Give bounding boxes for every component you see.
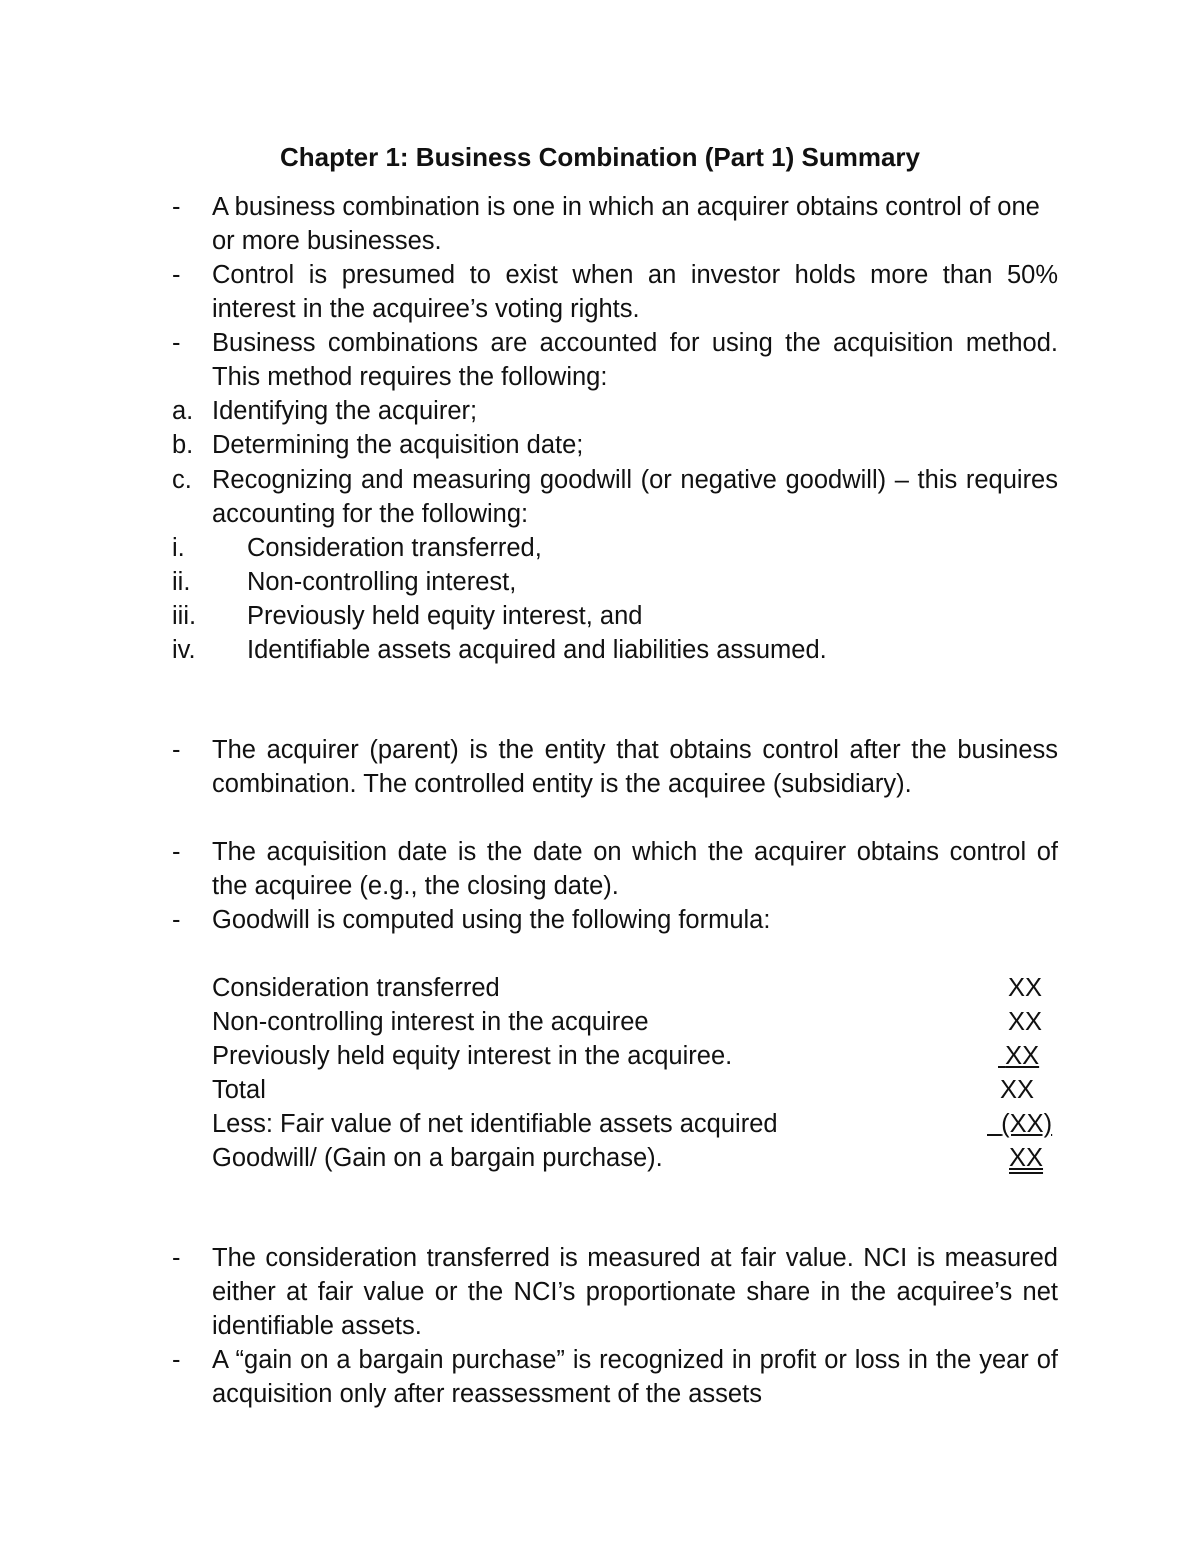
formula-row xyxy=(212,1141,1072,1175)
bullet-text: Business combinations are accounted for using the acquisition method. This method requires the following: xyxy=(212,329,1058,391)
roman-marker: iii. xyxy=(172,602,197,630)
lettered-text: Recognizing and measuring goodwill (or negative goodwill) – this requires accounting for the following: xyxy=(212,466,1058,528)
bullet-text: A “gain on a bargain purchase” is recognized in profit or loss in the year of acquisition only after reassessment of the assets xyxy=(212,1346,1058,1408)
roman-text: Previously held equity interest, and xyxy=(247,602,643,630)
bullet-marker: - xyxy=(172,838,181,866)
bullet-marker: - xyxy=(172,193,181,221)
formula-value-double-underlined: XX xyxy=(1009,1144,1044,1172)
formula-label: Consideration transferred xyxy=(212,974,500,1002)
formula-label: Less: Fair value of net identifiable assets acquired xyxy=(212,1110,778,1138)
bullet-marker: - xyxy=(172,736,181,764)
roman-marker: ii. xyxy=(172,568,191,596)
roman-marker: i. xyxy=(172,534,185,562)
lettered-text: Identifying the acquirer; xyxy=(212,397,478,425)
roman-text: Consideration transferred, xyxy=(247,534,542,562)
formula-label: Goodwill/ (Gain on a bargain purchase). xyxy=(212,1144,663,1172)
lettered-marker: b. xyxy=(172,431,194,459)
bullet-marker: - xyxy=(172,1244,181,1272)
formula-value-underlined: XX xyxy=(1005,1042,1040,1070)
bullet-text: Control is presumed to exist when an investor holds more than 50% interest in the acquiree’s voting rights. xyxy=(212,261,1058,323)
lettered-text: Determining the acquisition date; xyxy=(212,431,584,459)
bullet-text: The acquirer (parent) is the entity that obtains control after the business combination. The controlled entity is the acquiree (subsidiary). xyxy=(212,736,1058,798)
bullet-text: The consideration transferred is measured at fair value. NCI is measured either at fair value or the NCI’s proportionate share in the acquiree’s net identifiable assets. xyxy=(212,1244,1058,1340)
formula-value: XX xyxy=(1008,1008,1043,1036)
formula-row xyxy=(212,1107,1072,1141)
formula-row xyxy=(212,1039,1072,1073)
bullet-text: A business combination is one in which an acquirer obtains control of one or more businesses. xyxy=(212,193,1040,255)
formula-label: Total xyxy=(212,1076,266,1104)
roman-marker: iv. xyxy=(172,636,196,664)
bullet-marker: - xyxy=(172,1346,181,1374)
page-title: Chapter 1: Business Combination (Part 1) Summary xyxy=(279,142,921,172)
formula-row xyxy=(212,1073,1072,1107)
formula-value: XX xyxy=(1008,974,1043,1002)
roman-text: Non-controlling interest, xyxy=(247,568,517,596)
lettered-marker: c. xyxy=(172,466,192,494)
lettered-marker: a. xyxy=(172,397,194,425)
bullet-marker: - xyxy=(172,261,181,289)
bullet-marker: - xyxy=(172,906,181,934)
bullet-text: The acquisition date is the date on which the acquirer obtains control of the acquiree (e.g., the closing date). xyxy=(212,838,1058,900)
formula-label: Previously held equity interest in the acquiree. xyxy=(212,1042,733,1070)
roman-text: Identifiable assets acquired and liabilities assumed. xyxy=(247,636,827,664)
formula-label: Non-controlling interest in the acquiree xyxy=(212,1008,649,1036)
formula-row xyxy=(212,1005,1072,1039)
formula-row xyxy=(212,971,1072,1005)
bullet-marker: - xyxy=(172,329,181,357)
formula-value: XX xyxy=(1000,1076,1035,1104)
bullet-text: Goodwill is computed using the following formula: xyxy=(212,906,771,934)
formula-value-underlined: (XX) xyxy=(1001,1110,1053,1138)
